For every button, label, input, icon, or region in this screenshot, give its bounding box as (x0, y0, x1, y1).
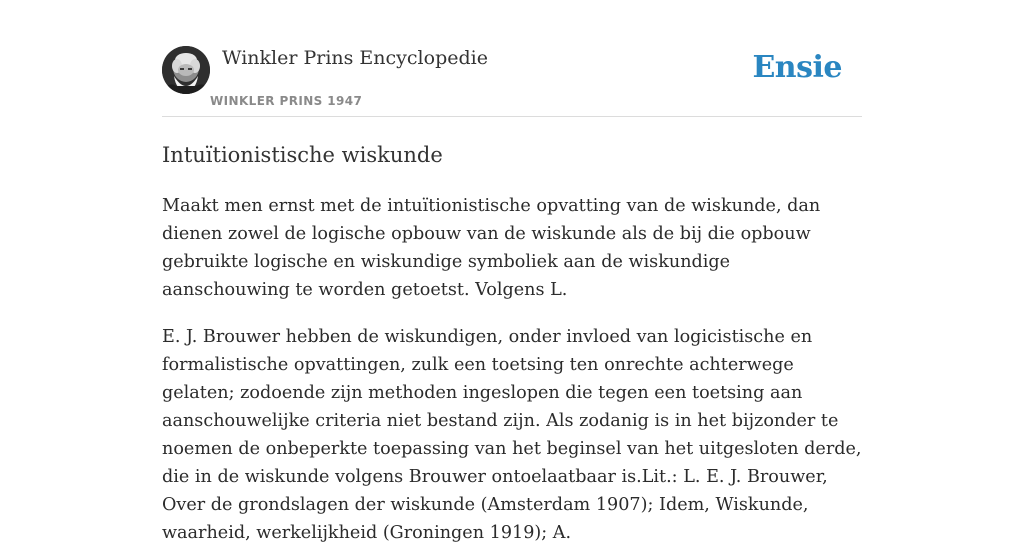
site-title[interactable]: Winkler Prins Encyclopedie (222, 47, 488, 69)
site-subtitle[interactable]: WINKLER PRINS 1947 (210, 94, 363, 108)
article-paragraph-2: E. J. Brouwer hebben de wiskundigen, onder invloed van logicistische en formalistische opvattingen, zulk een toetsing ten onrechte achterwege gelaten; zodoende zijn methoden ingeslopen die tegen een toetsing aan aanschouwelijke criteria niet bestand zijn. Als zodanig is in het bijzonder te noemen de onbeperkte toepassing van het beginsel van het uitgesloten derde, die in de wiskunde volgens Brouwer ontoelaatbaar is.Lit.: L. E. J. Brouwer, Over de grondslagen der wiskunde (Amsterdam 1907); Idem, Wiskunde, waarheid, werkelijkheid (Groningen 1919); A. (162, 327, 862, 543)
author-avatar[interactable] (162, 46, 210, 94)
site-header (162, 0, 862, 117)
page (162, 0, 862, 543)
brand-logo-link[interactable]: Ensie (752, 50, 842, 85)
article-title: Intuïtionistische wiskunde (162, 143, 443, 167)
article-paragraph-1: Maakt men ernst met de intuïtionistische opvatting van de wiskunde, dan dienen zowel de logische opbouw van de wiskunde als de bij die opbouw gebruikte logische en wiskundige symboliek aan de wiskundige aanschouwing te worden getoetst. Volgens L. (162, 196, 821, 300)
portrait-icon (162, 46, 210, 94)
